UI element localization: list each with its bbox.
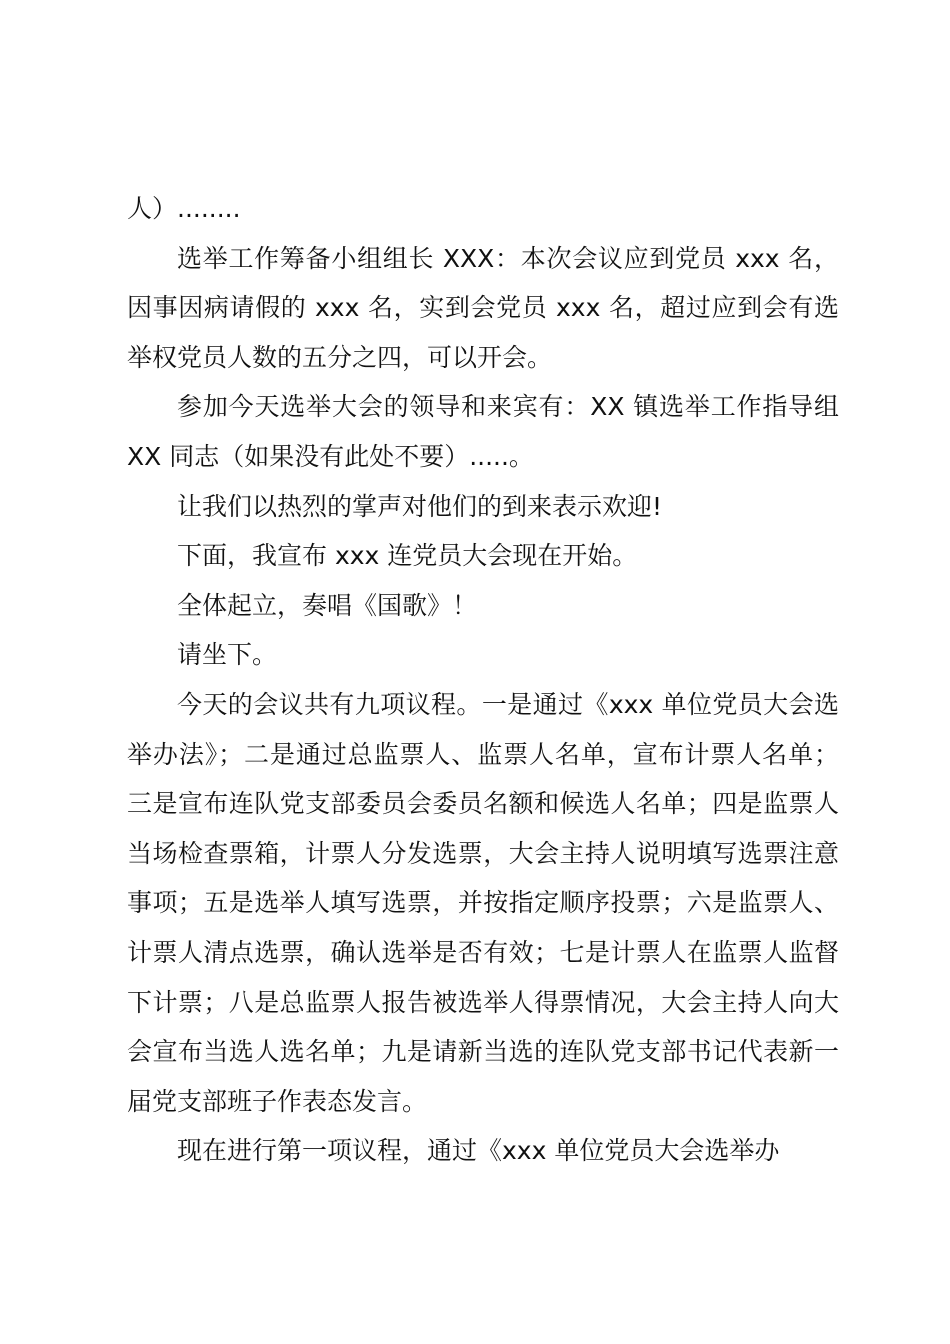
paragraph-attendance-report: 选举工作筹备小组组长 XXX：本次会议应到党员 xxx 名，因事因病请假的 xxx 名，实到会党员 xxx 名，超过应到会有选举权党员人数的五分之四，可以开会。	[127, 243, 839, 372]
document-body	[127, 184, 839, 1176]
paragraph-guests: 参加今天选举大会的领导和来宾有：XX 镇选举工作指导组 XX 同志（如果没有此处不要）.....。	[127, 392, 839, 471]
paragraph-first-item: 现在进行第一项议程，通过《xxx 单位党员大会选举办	[177, 1136, 780, 1166]
paragraph-sit-down: 请坐下。	[177, 640, 278, 670]
paragraph-meeting-start: 下面，我宣布 xxx 连党员大会现在开始。	[177, 541, 638, 571]
paragraph-agenda: 今天的会议共有九项议程。一是通过《xxx 单位党员大会选举办法》；二是通过总监票人、监票人名单，宣布计票人名单；三是宣布连队党支部委员会委员名额和候选人名单；四是监票人当场检查票箱，计票人分发选票，大会主持人说明填写选票注意事项；五是选举人填写选票，并按指定顺序投票；六是监票人、计票人清点选票，确认选举是否有效；七是计票人在监票人监督下计票；八是总监票人报告被选举人得票情况，大会主持人向大会宣布当选人选名单；九是请新当选的连队党支部书记代表新一届党支部班子作表态发言。	[127, 689, 839, 1116]
paragraph-national-anthem: 全体起立，奏唱《国歌》！	[177, 590, 478, 620]
paragraph-continuation: 人）........	[127, 194, 241, 223]
paragraph-welcome: 让我们以热烈的掌声对他们的到来表示欢迎!	[177, 491, 663, 521]
